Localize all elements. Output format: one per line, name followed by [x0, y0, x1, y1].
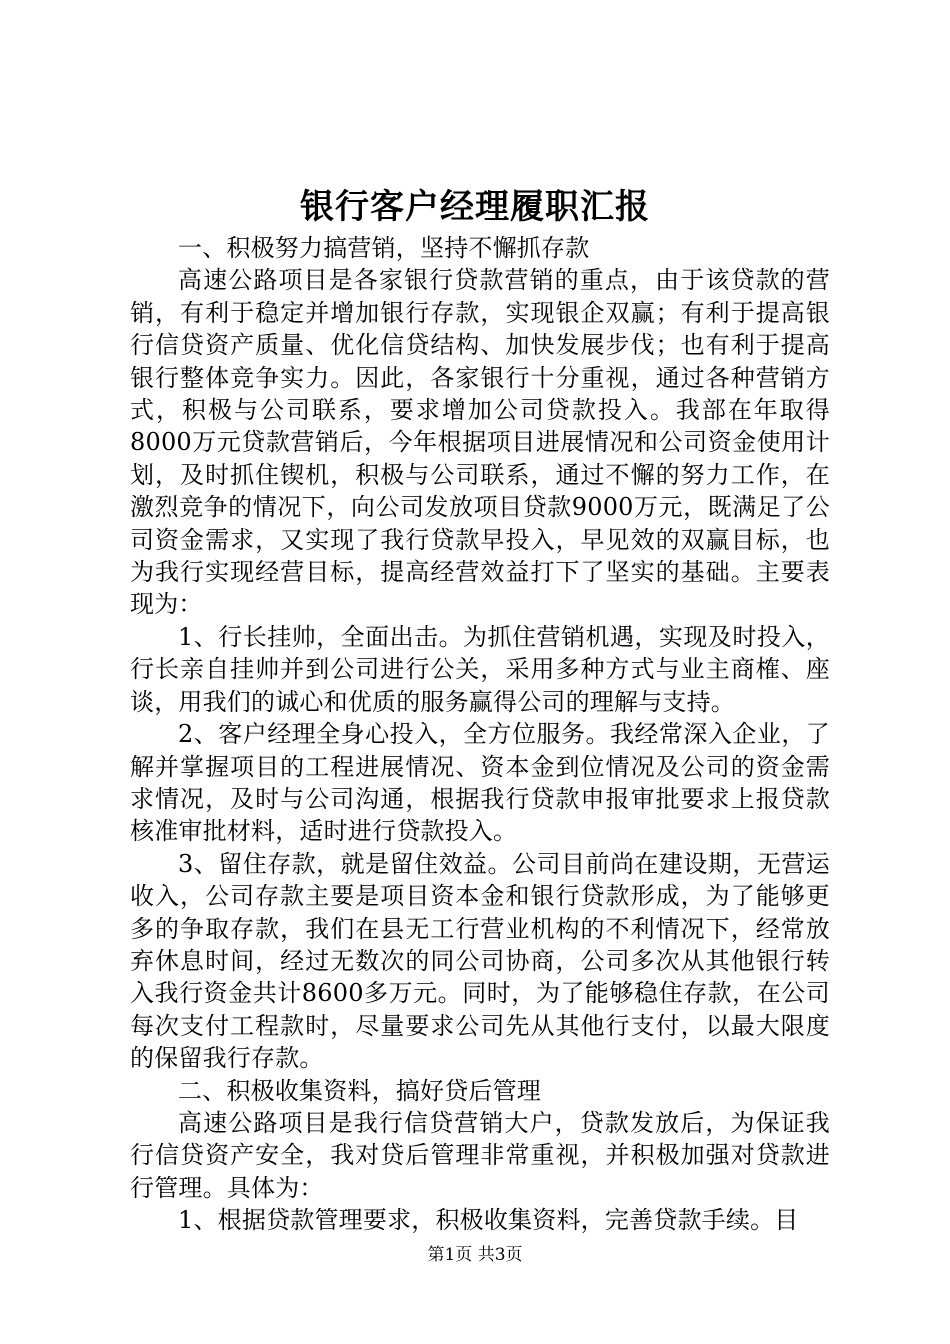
paragraph-item-3: 3、留住存款，就是留住效益。公司目前尚在建设期，无营运收入，公司存款主要是项目资本金和银行贷款形成，为了能够更多的争取存款，我们在县无工行营业机构的不利情况下，经常放弃休息时间，经过无数次的同公司协商，公司多次从其他银行转入我行资金共计8600多万元。同时，为了能够稳住存款，在公司每次支付工程款时，尽量要求公司先从其他行支付，以最大限度的保留我行存款。	[130, 849, 830, 1073]
page-footer: 第1页 共3页	[427, 1245, 523, 1265]
document-title: 银行客户经理履职汇报	[300, 187, 650, 227]
paragraph-intro: 高速公路项目是各家银行贷款营销的重点，由于该贷款的营销，有利于稳定并增加银行存款，实现银企双赢；有利于提高银行信贷资产质量、优化信贷结构、加快发展步伐；也有利于提高银行整体竞争实力。因此，各家银行十分重视，通过各种营销方式，积极与公司联系，要求增加公司贷款投入。我部在年取得8000万元贷款营销后，今年根据项目进展情况和公司资金使用计划，及时抓住锲机，积极与公司联系，通过不懈的努力工作，在激烈竞争的情况下，向公司发放项目贷款9000万元，既满足了公司资金需求，又实现了我行贷款早投入，早见效的双赢目标，也为我行实现经营目标，提高经营效益打下了坚实的基础。主要表现为：	[130, 266, 830, 619]
paragraph-item-2: 2、客户经理全身心投入，全方位服务。我经常深入企业，了解并掌握项目的工程进展情况、资本金到位情况及公司的资金需求情况，及时与公司沟通，根据我行贷款申报审批要求上报贷款核准审批材料，适时进行贷款投入。	[130, 720, 830, 846]
section-heading-1: 一、积极努力搞营销，坚持不懈抓存款	[178, 234, 590, 262]
paragraph-loan-management: 高速公路项目是我行信贷营销大户，贷款发放后，为保证我行信贷资产安全，我对贷后管理非常重视，并积极加强对贷款进行管理。具体为：	[130, 1108, 830, 1202]
section-heading-2: 二、积极收集资料，搞好贷后管理	[178, 1076, 541, 1105]
paragraph-item-1: 1、行长挂帅，全面出击。为抓住营销机遇，实现及时投入，行长亲自挂帅并到公司进行公关，采用多种方式与业主商榷、座谈，用我们的诚心和优质的服务赢得公司的理解与支持。	[130, 622, 830, 716]
document-body	[130, 232, 830, 1237]
paragraph-item-4: 1、根据贷款管理要求，积极收集资料，完善贷款手续。目	[178, 1206, 799, 1235]
